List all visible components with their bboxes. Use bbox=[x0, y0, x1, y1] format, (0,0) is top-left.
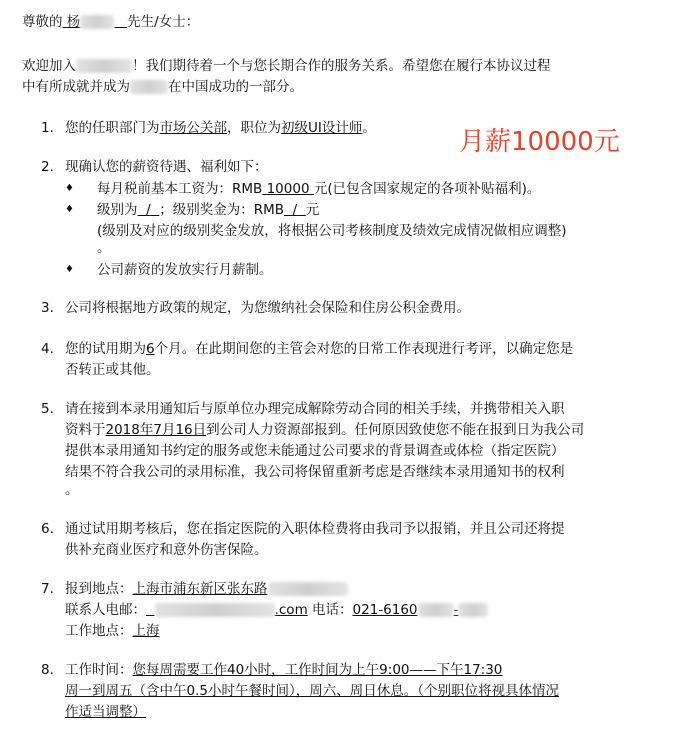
section-5-line-5: 。 bbox=[65, 482, 79, 498]
redacted-name bbox=[80, 15, 114, 29]
level-bonus-line bbox=[97, 199, 319, 221]
recipient-name bbox=[63, 14, 128, 30]
probation-months: 6 bbox=[146, 341, 155, 357]
intro-text: ！我们期待着一个与您长期合作的服务关系。希望您在履行本协议过程 bbox=[132, 58, 551, 74]
base-salary-amount bbox=[262, 181, 314, 197]
section-5-line-3: 提供本录用通知书约定的服务或您未能通过公司要求的背景调查或体检（指定医院） bbox=[65, 443, 565, 459]
pay-cycle-line: 公司薪资的发放实行月薪制。 bbox=[97, 262, 273, 278]
s2-text: 级别为 bbox=[97, 202, 138, 218]
base-salary-line bbox=[97, 178, 540, 200]
s7-label: 电话： bbox=[312, 602, 353, 618]
s7-label: 工作地点： bbox=[65, 623, 133, 639]
bonus-slash: / bbox=[292, 202, 298, 218]
section-number: 7. bbox=[41, 581, 54, 597]
section-6-line-2: 供补充商业医疗和意外伤害保险。 bbox=[65, 542, 268, 558]
work-location-line bbox=[65, 620, 160, 642]
intro-line-2 bbox=[22, 76, 303, 98]
bullet-icon: ♦ bbox=[65, 204, 74, 215]
section-number: 5. bbox=[41, 401, 54, 417]
s2-text: ；级别奖金为：RMB bbox=[159, 202, 285, 218]
greeting-suffix: 先生/女士： bbox=[127, 14, 200, 30]
greeting-prefix: 尊敬的 bbox=[22, 14, 63, 30]
section-number: 3. bbox=[41, 300, 54, 316]
section-4-line-2: 否转正或其他。 bbox=[65, 362, 160, 378]
section-3-text: 公司将根据地方政策的规定，为您缴纳社会保险和住房公积金费用。 bbox=[65, 300, 470, 316]
bullet-icon: ♦ bbox=[65, 183, 74, 194]
intro-text: 中有所成就并成为 bbox=[22, 79, 130, 95]
work-hours-line-2: 周一到周五（含中午0.5小时午餐时间），周六、周日休息。（个别职位将视具体情况 bbox=[65, 683, 559, 699]
work-hours-line-1 bbox=[65, 659, 502, 681]
s4-text: 个月。在此期间您的主管会对您的日常工作表现进行考评，以确定您是 bbox=[154, 341, 574, 357]
intro-text: 在中国成功的一部分。 bbox=[168, 79, 303, 95]
redacted-company bbox=[76, 59, 132, 73]
bonus-value bbox=[284, 202, 306, 218]
s1-text: 您的任职部门为 bbox=[65, 120, 160, 136]
section-5-line-4: 结果不符合我公司的录用标准，我公司将保留重新考虑是否继续本录用通知书的权利 bbox=[65, 464, 565, 480]
recipient-surname: 杨 bbox=[66, 14, 81, 30]
contact-phone bbox=[353, 602, 489, 618]
section-number: 4. bbox=[41, 341, 54, 357]
level-note: (级别及对应的级别奖金发放，将根据公司考核制度及绩效完成情况做相应调整) bbox=[97, 223, 567, 239]
work-city: 上海 bbox=[132, 623, 160, 639]
s1-text: 。 bbox=[362, 120, 376, 136]
report-address bbox=[133, 581, 348, 597]
s5-text: 到公司人力资源部报到。任何原因致使您不能在报到日为我公司 bbox=[206, 422, 585, 438]
s2-text: 每月税前基本工资为：RMB bbox=[97, 181, 263, 197]
report-address-text: 上海市浦东新区张东路 bbox=[132, 581, 268, 597]
report-date: 2018年7月16日 bbox=[105, 422, 207, 438]
job-title: 初级UI设计师 bbox=[281, 120, 363, 136]
section-1-position bbox=[65, 117, 376, 139]
report-location-line bbox=[65, 578, 348, 600]
s8-label: 工作时间： bbox=[65, 662, 133, 678]
phone-prefix: 021-6160 bbox=[352, 602, 418, 618]
bullet-icon: ♦ bbox=[65, 264, 74, 275]
s7-label: 报到地点： bbox=[65, 581, 133, 597]
section-number: 8. bbox=[41, 662, 54, 678]
work-hours: 您每周需要工作40小时，工作时间为上午9:00——下午17:30 bbox=[132, 662, 503, 678]
work-hours-line-3: 作适当调整） bbox=[65, 704, 146, 720]
redacted-phone bbox=[458, 603, 488, 617]
redacted-email bbox=[155, 603, 275, 617]
level-note-end: 。 bbox=[97, 240, 111, 256]
s5-text: 资料于 bbox=[65, 422, 106, 438]
intro-text: 欢迎加入 bbox=[22, 58, 76, 74]
section-6-line-1: 通过试用期考核后，您在指定医院的入职体检费将由我司予以报销，并且公司还将提 bbox=[65, 521, 565, 537]
contact-email bbox=[146, 602, 308, 618]
salary-annotation: 月薪10000元 bbox=[459, 127, 620, 157]
intro-line-1 bbox=[22, 55, 551, 77]
level-slash: / bbox=[146, 202, 151, 218]
s2-text: 元 bbox=[305, 202, 320, 218]
redacted-address bbox=[268, 582, 348, 596]
phone-dash: - bbox=[453, 602, 459, 618]
base-salary-value: 10000 bbox=[266, 181, 310, 197]
section-number: 1. bbox=[41, 120, 54, 136]
contact-line bbox=[65, 599, 488, 621]
section-number: 2. bbox=[41, 159, 54, 175]
section-5-line-2 bbox=[65, 419, 584, 441]
section-2-title: 现确认您的薪资待遇、福利如下： bbox=[65, 159, 268, 175]
level-value bbox=[138, 202, 160, 218]
email-domain: .com bbox=[274, 602, 308, 618]
redacted-phone bbox=[418, 603, 454, 617]
s2-text: 元(已包含国家规定的各项补贴福利)。 bbox=[313, 181, 541, 197]
section-5-line-1: 请在接到本录用通知后与原单位办理完成解除劳动合同的相关手续，并携带相关入职 bbox=[65, 401, 565, 417]
s4-text: 您的试用期为 bbox=[65, 341, 146, 357]
redacted-company bbox=[130, 80, 168, 94]
s7-label: 联系人电邮： bbox=[65, 602, 146, 618]
greeting-line bbox=[22, 11, 199, 33]
section-4-line-1 bbox=[65, 338, 573, 360]
s1-text: ，职位为 bbox=[227, 120, 281, 136]
section-number: 6. bbox=[41, 521, 54, 537]
department: 市场公关部 bbox=[159, 120, 227, 136]
